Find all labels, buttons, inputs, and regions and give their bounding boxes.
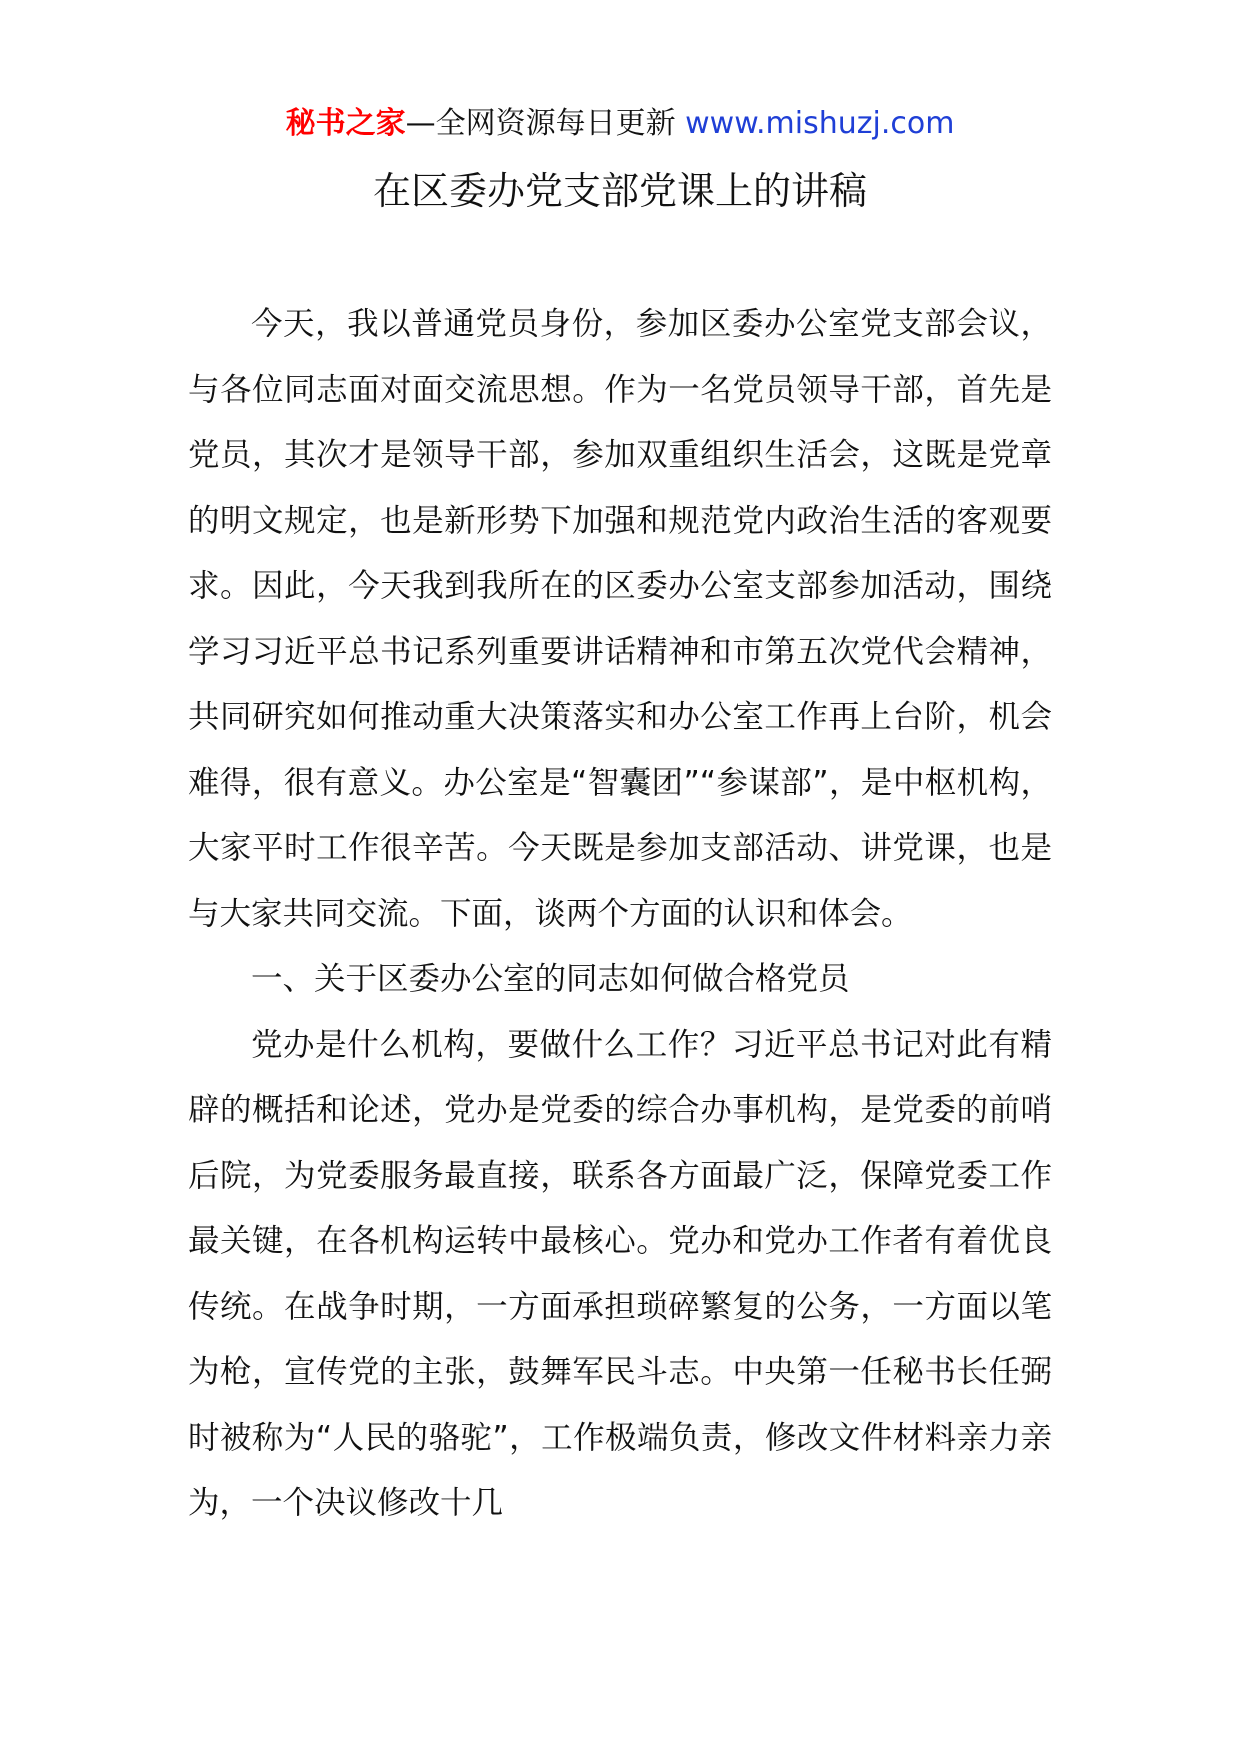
paragraph-section-1: 党办是什么机构，要做什么工作？习近平总书记对此有精辟的概括和论述，党办是党委的综合办事机构，是党委的前哨后院，为党委服务最直接，联系各方面最广泛，保障党委工作最关键，在各机构运转中最核心。党办和党办工作者有着优良传统。在战争时期，一方面承担琐碎繁复的公务，一方面以笔为枪，宣传党的主张，鼓舞军民斗志。中央第一任秘书长任弼时被称为“人民的骆驼”，工作极端负责，修改文件材料亲力亲为，一个决议修改十几 [188, 1026, 1052, 1521]
paragraph-intro: 今天，我以普通党员身份，参加区委办公室党支部会议，与各位同志面对面交流思想。作为一名党员领导干部，首先是党员，其次才是领导干部，参加双重组织生活会，这既是党章的明文规定，也是新形势下加强和规范党内政治生活的客观要求。因此，今天我到我所在的区委办公室支部参加活动，围绕学习习近平总书记系列重要讲话精神和市第五次党代会精神，共同研究如何推动重大决策落实和办公室工作再上台阶，机会难得，很有意义。办公室是“智囊团”“参谋部”，是中枢机构，大家平时工作很辛苦。今天既是参加支部活动、讲党课，也是与大家共同交流。下面，谈两个方面的认识和体会。 [188, 306, 1052, 932]
document-body [188, 292, 1052, 1537]
site-header [0, 104, 1240, 144]
section-heading-1: 一、关于区委办公室的同志如何做合格党员 [251, 961, 850, 997]
site-url-link[interactable]: www.mishuzj.com [685, 106, 955, 141]
document-title: 在区委办党支部党课上的讲稿 [372, 169, 867, 213]
site-tagline: —全网资源每日更新 [405, 106, 686, 141]
site-brand: 秘书之家 [285, 106, 406, 141]
